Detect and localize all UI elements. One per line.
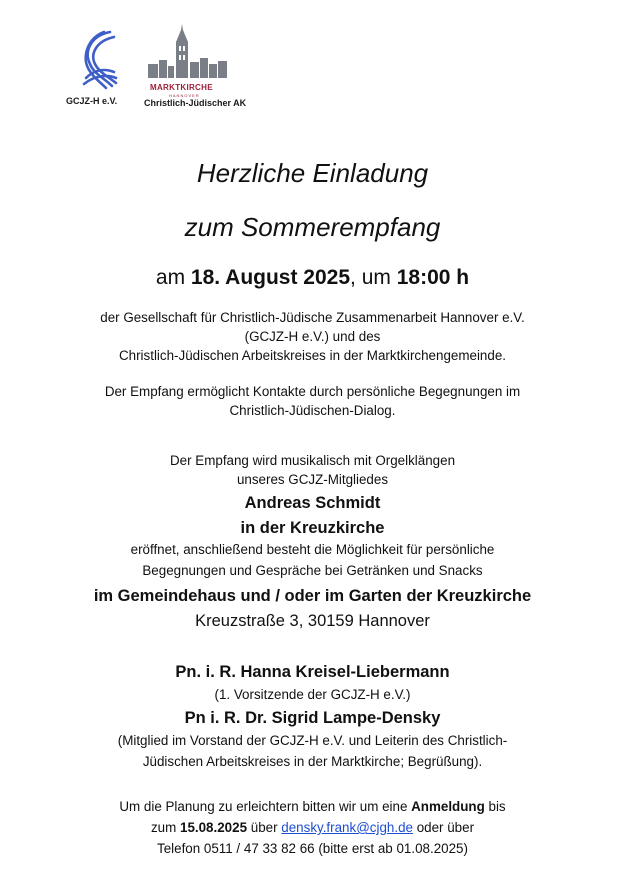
host-line-1: der Gesellschaft für Christlich-Jüdische Zusammenarbeit Hannover e.V. <box>100 310 525 325</box>
person-2-role-line-2: Jüdischen Arbeitskreises in der Marktkirche; Begrüßung). <box>142 754 483 769</box>
music-venue: in der Kreuzkirche <box>240 519 385 537</box>
music-line-1: Der Empfang wird musikalisch mit Orgelklängen <box>169 453 456 468</box>
host-line-2: (GCJZ-H e.V.) und des <box>244 329 381 344</box>
rsvp-text: zum <box>150 820 180 835</box>
purpose-line-1: Der Empfang ermöglicht Kontakte durch persönliche Begegnungen im <box>104 384 521 399</box>
rsvp-text: Um die Planung zu erleichtern bitten wir um eine <box>119 799 412 814</box>
event-date: 18. August 2025 <box>190 266 351 289</box>
event-time: 18:00 h <box>396 266 470 289</box>
rsvp-text: bis <box>484 799 506 814</box>
person-1-name: Pn. i. R. Hanna Kreisel-Liebermann <box>175 663 450 681</box>
rsvp-text: über <box>247 820 282 835</box>
person-2-role-line-1: (Mitglied im Vorstand der GCJZ-H e.V. und Leiterin des Christlich- <box>117 733 508 748</box>
rsvp-deadline: 15.08.2025 <box>180 820 248 835</box>
date-prefix: am <box>155 266 191 289</box>
rsvp-email-link[interactable]: densky.frank@cjgh.de <box>281 820 413 835</box>
after-line-1: eröffnet, anschließend besteht die Möglichkeit für persönliche <box>130 542 495 557</box>
gcjz-caption: GCJZ-H e.V. <box>66 96 118 106</box>
address: Kreuzstraße 3, 30159 Hannover <box>195 612 430 630</box>
gcjz-logo <box>66 28 130 112</box>
rsvp-line-2 <box>0 819 625 837</box>
rsvp-line-1 <box>0 798 625 816</box>
logo-header <box>0 0 625 120</box>
person-2-name: Pn i. R. Dr. Sigrid Lampe-Densky <box>184 709 441 727</box>
marktkirche-logo <box>144 22 264 114</box>
musician-name: Andreas Schmidt <box>244 494 381 512</box>
music-line-2: unseres GCJZ-Mitgliedes <box>236 472 389 487</box>
person-1-role: (1. Vorsitzende der GCJZ-H e.V.) <box>214 687 411 702</box>
title-line-2: zum Sommerempfang <box>184 212 441 242</box>
marktkirche-caption: Christlich-Jüdischer AK <box>144 98 247 108</box>
title-line-1: Herzliche Einladung <box>196 158 429 188</box>
venue: im Gemeindehaus und / oder im Garten der Kreuzkirche <box>93 587 532 605</box>
marktkirche-name: MARKTKIRCHE <box>150 83 213 92</box>
host-line-3: Christlich-Jüdischen Arbeitskreises in der Marktkirchengemeinde. <box>118 348 506 363</box>
rsvp-text: oder über <box>412 820 475 835</box>
event-date-line <box>0 264 625 292</box>
after-line-2: Begegnungen und Gespräche bei Getränken und Snacks <box>142 563 483 578</box>
purpose-line-2: Christlich-Jüdischen-Dialog. <box>229 403 396 418</box>
church-skyline-icon <box>148 22 228 80</box>
gcjz-emblem-icon <box>80 28 120 90</box>
rsvp-phone-line: Telefon 0511 / 47 33 82 66 (bitte erst ab 01.08.2025) <box>157 841 468 856</box>
rsvp-keyword: Anmeldung <box>411 799 485 814</box>
date-mid: , um <box>350 266 397 289</box>
marktkirche-city: HANNOVER <box>169 93 200 98</box>
